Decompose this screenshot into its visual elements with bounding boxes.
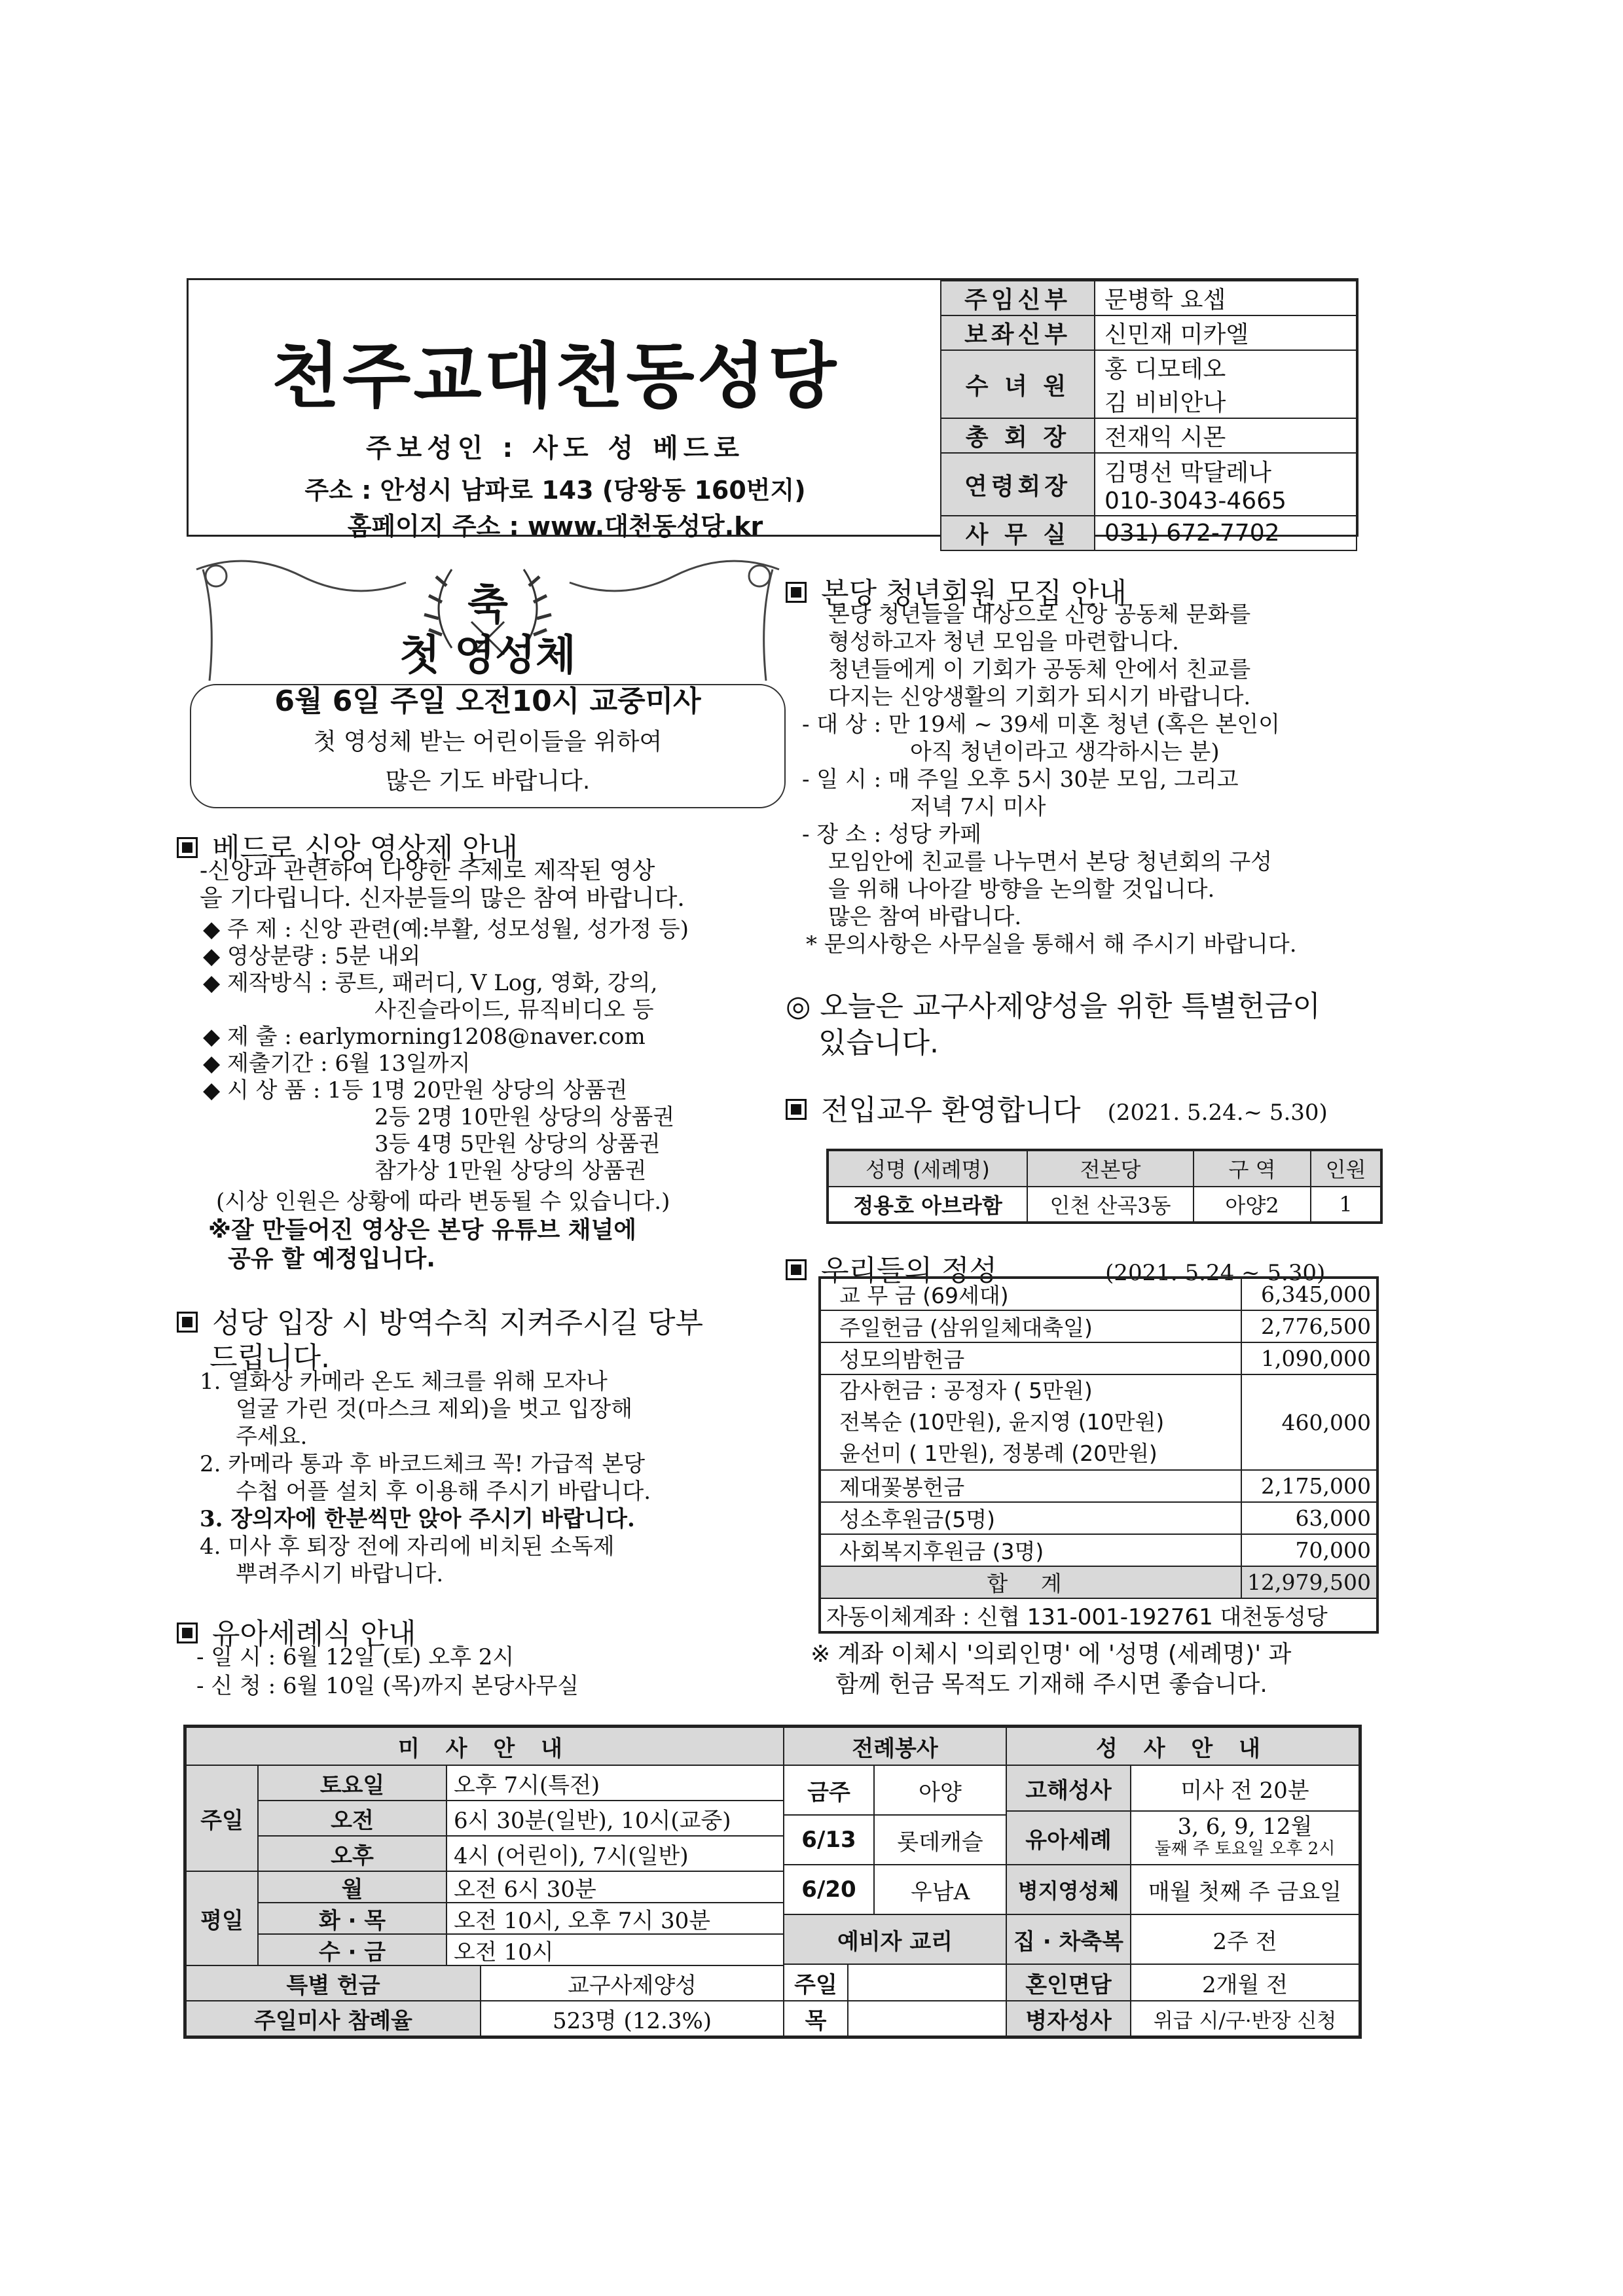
special-offering-value: 교구사제양성 — [480, 1965, 784, 2001]
attendance-label: 주일미사 참례율 — [185, 2000, 481, 2037]
heading-text: 전입교우 환영합니다 — [821, 1094, 1081, 1127]
patron-saint: 주보성인 : 사도 성 베드로 — [365, 433, 745, 463]
video-youtube-note — [208, 1216, 636, 1274]
heading-text: 우리들의 정성 — [821, 1254, 998, 1287]
staff-name: 신민재 미카엘 — [1095, 315, 1357, 350]
video-note: (시상 인원은 상황에 따라 변동될 수 있습니다.) — [216, 1189, 670, 1215]
offering-value: 63,000 — [1241, 1502, 1377, 1534]
sacrament-info: 위급 시/구·반장 신청 — [1130, 2000, 1360, 2037]
infant-baptism-details — [196, 1643, 579, 1700]
offerings-note — [811, 1640, 1291, 1700]
sacrament-type: 유아세례 — [1006, 1810, 1131, 1865]
detail-line: - 신 청 : 6월 10일 (목)까지 본당사무실 — [196, 1673, 579, 1699]
staff-role: 수 녀 원 — [941, 350, 1095, 418]
column-header: 인원 — [1311, 1150, 1381, 1187]
offering-value: 460,000 — [1241, 1374, 1377, 1470]
heading-text: 유아세례식 안내 — [212, 1617, 416, 1651]
catechism-time — [847, 1964, 1007, 2001]
video-contest-details — [203, 916, 689, 1185]
info-line: 3, 6, 9, 12월 — [1177, 1814, 1313, 1840]
table-row — [820, 1374, 1377, 1470]
offering-label: 교 무 금 (69세대) — [820, 1278, 1241, 1310]
sunday-label: 주일 — [185, 1765, 259, 1872]
youth-details — [802, 601, 1297, 958]
schedule-table — [183, 1725, 1362, 2039]
square-bullet-icon — [177, 1623, 198, 1643]
detail-line: 본당 청년들을 대상으로 신앙 공동체 문화를 — [828, 601, 1251, 628]
staff-role: 연령회장 — [941, 453, 1095, 516]
video-intro — [200, 857, 685, 912]
diamond-bullet-icon: ◆ — [203, 1050, 227, 1077]
table-row — [820, 1502, 1377, 1534]
staff-name — [1095, 350, 1357, 418]
staff-name-line: 김명선 막달레나 — [1104, 459, 1271, 486]
staff-role: 보좌신부 — [941, 315, 1095, 350]
mass-time: 오전 6시 30분 — [446, 1871, 784, 1903]
rule-line: 4. 미사 후 퇴장 전에 자리에 비치된 소독제 — [200, 1534, 615, 1560]
sacrament-info: 매월 첫째 주 금요일 — [1130, 1864, 1360, 1915]
detail-line: - 일 시 : 매 주일 오후 5시 30분 모임, 그리고 — [802, 766, 1239, 793]
rule-line: 주세요. — [236, 1424, 308, 1450]
sacrament-type: 병지영성체 — [1006, 1864, 1131, 1915]
detail-line: 저녁 7시 미사 — [910, 794, 1046, 820]
diamond-bullet-icon: ◆ — [203, 916, 227, 942]
detail-line: - 장 소 : 성당 카페 — [802, 821, 982, 848]
offering-value: 2,175,000 — [1241, 1470, 1377, 1502]
table-row — [820, 1278, 1377, 1310]
list-item: 2등 2명 10만원 상당의 상품권 — [374, 1104, 675, 1130]
special-collection-notice — [786, 988, 1321, 1062]
offerings-table — [818, 1276, 1379, 1634]
staff-role: 주임신부 — [941, 281, 1095, 315]
email-link[interactable]: 제 출 : earlymorning1208@naver.com — [227, 1024, 646, 1050]
celebration-symbol: 축 — [467, 581, 508, 630]
mass-day: 월 — [257, 1871, 447, 1903]
staff-name — [1095, 453, 1357, 516]
sacrament-info: 2개월 전 — [1130, 1964, 1360, 2001]
note-line: ※잘 만들어진 영상은 본당 유튜브 채널에 — [208, 1217, 637, 1244]
rule-line: 얼굴 가린 것(마스크 제외)을 벗고 입장해 — [236, 1396, 633, 1422]
offering-label: 주일헌금 (삼위일체대축일) — [820, 1310, 1241, 1342]
note-line: ※ 계좌 이체시 '의뢰인명' 에 '성명 (세례명)' 과 — [811, 1641, 1292, 1668]
mass-day: 수 · 금 — [257, 1933, 447, 1966]
table-cell: 인천 산곡3동 — [1027, 1187, 1194, 1223]
notice-line: ◎ 오늘은 교구사제양성을 위한 특별헌금이 — [786, 990, 1321, 1023]
mass-time: 오전 10시, 오후 7시 30분 — [446, 1902, 784, 1935]
offering-label: 성모의밤헌금 — [820, 1342, 1241, 1374]
diamond-bullet-icon: ◆ — [203, 1077, 227, 1103]
total-row — [820, 1566, 1377, 1598]
mass-day: 토요일 — [257, 1765, 447, 1801]
special-offering-label: 특별 헌금 — [185, 1965, 481, 2001]
server-title: 전례봉사 — [783, 1727, 1007, 1766]
table-row — [820, 1342, 1377, 1374]
transfer-period: (2021. 5.24.~ 5.30) — [1107, 1100, 1328, 1126]
staff-name: 전재익 시몬 — [1095, 418, 1357, 453]
staff-role: 사 무 실 — [941, 516, 1095, 550]
staff-table — [940, 280, 1357, 551]
info-line: 둘째 주 토요일 오후 2시 — [1154, 1839, 1336, 1859]
detail-line: 청년들에게 이 기회가 공동체 안에서 친교를 — [828, 656, 1251, 683]
sacrament-info: 미사 전 20분 — [1130, 1765, 1360, 1812]
communion-line: 첫 영성체 받는 어린이들을 위하여 — [313, 728, 663, 755]
offering-label: 제대꽃봉헌금 — [820, 1470, 1241, 1502]
catechism-time — [847, 2000, 1007, 2037]
column-header: 구 역 — [1194, 1150, 1311, 1187]
detail-line: * 문의사항은 사무실을 통해서 해 주시기 바랍니다. — [806, 931, 1297, 958]
heading-text: 베드로 신앙 영상제 안내 — [212, 832, 518, 865]
square-bullet-icon — [786, 1099, 807, 1120]
mass-day: 오후 — [257, 1835, 447, 1872]
table-row — [820, 1534, 1377, 1566]
server-week: 6/13 — [783, 1814, 875, 1865]
diamond-bullet-icon: ◆ — [203, 970, 227, 996]
staff-name: 문병학 요셉 — [1095, 281, 1357, 315]
staff-name: 031) 672-7702 — [1095, 516, 1357, 550]
sacrament-info — [1130, 1810, 1360, 1865]
list-item: 3등 4명 5만원 상당의 상품권 — [374, 1131, 661, 1157]
intro-line: -신앙과 관련하여 다양한 주제로 제작된 영상 — [200, 857, 655, 884]
rule-line: 1. 열화상 카메라 온도 체크를 위해 모자나 — [200, 1369, 608, 1395]
square-bullet-icon — [786, 1259, 807, 1280]
rule-line: 2. 카메라 통과 후 바코드체크 꼭! 가급적 본당 — [200, 1451, 646, 1477]
detail-line: 모임안에 친교를 나누면서 본당 청년회의 구성 — [828, 849, 1273, 875]
offering-value: 1,090,000 — [1241, 1342, 1377, 1374]
list-item: ◆ 시 상 품 : 1등 1명 20만원 상당의 상품권 — [203, 1077, 628, 1103]
diamond-bullet-icon: ◆ — [203, 943, 227, 969]
sacrament-title: 성 사 안 내 — [1006, 1727, 1360, 1766]
communion-line: 많은 기도 바랍니다. — [385, 768, 591, 795]
quarantine-rules — [200, 1368, 651, 1588]
detail-line: 을 위해 나아갈 방향을 논의할 것입니다. — [828, 876, 1215, 903]
mass-day: 오전 — [257, 1800, 447, 1837]
list-item: ◆ 주 제 : 신앙 관련(예:부활, 성모성월, 성가정 등) — [203, 916, 689, 942]
total-value: 12,979,500 — [1241, 1566, 1377, 1598]
server-week: 6/20 — [783, 1864, 875, 1915]
column-header: 성명 (세례명) — [828, 1150, 1027, 1187]
quarantine-heading-cont: 드립니다. — [210, 1341, 331, 1374]
sacrament-type: 혼인면담 — [1006, 1964, 1131, 2001]
detail-line: 아직 청년이라고 생각하시는 분) — [910, 739, 1220, 765]
mass-time: 오후 7시(특전) — [446, 1765, 784, 1801]
square-bullet-icon — [177, 837, 198, 858]
first-communion-notice — [190, 556, 786, 812]
detail-line: 많은 참여 바랍니다. — [828, 904, 1022, 930]
rule-line: 3. 장의자에 한분씩만 앉아 주시기 바랍니다. — [200, 1506, 635, 1532]
list-item: ◆ 영상분량 : 5분 내외 — [203, 943, 421, 969]
bulletin-header — [187, 278, 1359, 548]
server-week: 금주 — [783, 1765, 875, 1816]
account-info: 자동이체계좌 : 신협 131-001-192761 대천동성당 — [820, 1598, 1377, 1632]
offering-value: 6,345,000 — [1241, 1278, 1377, 1310]
square-bullet-icon — [786, 582, 807, 603]
transfer-heading — [786, 1086, 1328, 1128]
catechism-day: 주일 — [783, 1964, 848, 2001]
notice-line: 있습니다. — [818, 1026, 939, 1060]
offering-value: 70,000 — [1241, 1534, 1377, 1566]
rule-line: 수첩 어플 설치 후 이용해 주시기 바랍니다. — [236, 1479, 651, 1505]
transfer-table — [826, 1149, 1383, 1224]
parish-address: 주소 : 안성시 남파로 143 (당왕동 160번지) — [304, 476, 806, 505]
table-row — [820, 1470, 1377, 1502]
account-row — [820, 1598, 1377, 1632]
offering-label: 성소후원금(5명) — [820, 1502, 1241, 1534]
label-line: 전복순 (10만원), 윤지영 (10만원) — [839, 1409, 1165, 1435]
intro-line: 을 기다립니다. 신자분들의 많은 참여 바랍니다. — [200, 885, 685, 912]
table-cell: 1 — [1311, 1187, 1381, 1223]
note-line: 함께 헌금 목적도 기재해 주시면 좋습니다. — [835, 1671, 1267, 1698]
offerings-period: (2021. 5.24 ~ 5.30) — [1105, 1260, 1326, 1286]
list-item: 참가상 1만원 상당의 상품권 — [374, 1158, 647, 1184]
attendance-value: 523명 (12.3%) — [480, 2000, 784, 2037]
mass-day: 화 · 목 — [257, 1902, 447, 1935]
detail-line: 형성하고자 청년 모임을 마련합니다. — [828, 629, 1179, 655]
table-row — [820, 1310, 1377, 1342]
parish-title: 천주교대천동성당 — [271, 336, 839, 418]
list-item: 사진슬라이드, 뮤직비디오 등 — [374, 997, 654, 1023]
rule-line: 뿌려주시기 바랍니다. — [236, 1561, 444, 1587]
sacrament-type: 고해성사 — [1006, 1765, 1131, 1812]
total-label: 합 계 — [820, 1566, 1241, 1598]
table-cell: 정용호 아브라함 — [828, 1187, 1027, 1223]
list-item: ◆ 제작방식 : 콩트, 패러디, V Log, 영화, 강의, — [203, 970, 658, 996]
staff-name-line: 김 비비안나 — [1104, 389, 1226, 416]
note-line: 공유 할 예정입니다. — [228, 1246, 435, 1272]
server-district: 롯데캐슬 — [873, 1814, 1007, 1865]
list-item: ◆ 제출기간 : 6월 13일까지 — [203, 1050, 471, 1077]
heading-text: 본당 청년회원 모집 안내 — [821, 577, 1127, 610]
square-bullet-icon — [177, 1312, 198, 1333]
mass-time: 오전 10시 — [446, 1933, 784, 1966]
detail-line: - 대 상 : 만 19세 ~ 39세 미혼 청년 (혹은 본인이 — [802, 711, 1280, 738]
staff-role: 총 회 장 — [941, 418, 1095, 453]
server-district: 우남A — [873, 1864, 1007, 1915]
catechism-day: 목 — [783, 2000, 848, 2037]
staff-phone: 010-3043-4665 — [1104, 488, 1286, 514]
communion-date: 6월 6일 주일 오전10시 교중미사 — [274, 685, 701, 718]
catechism-title: 예비자 교리 — [783, 1914, 1007, 1965]
mass-time: 4시 (어린이), 7시(일반) — [446, 1835, 784, 1872]
weekday-label: 평일 — [185, 1871, 259, 1966]
table-cell: 아양2 — [1194, 1187, 1311, 1223]
detail-line: 다지는 신앙생활의 기회가 되시기 바랍니다. — [828, 684, 1251, 710]
mass-time: 6시 30분(일반), 10시(교중) — [446, 1800, 784, 1837]
offering-value: 2,776,500 — [1241, 1310, 1377, 1342]
label-line: 감사헌금 : 공정자 ( 5만원) — [839, 1378, 1093, 1403]
homepage-address[interactable]: 홈페이지 주소 : www.대천동성당.kr — [347, 512, 763, 541]
label-line: 윤선미 ( 1만원), 정봉례 (20만원) — [839, 1441, 1158, 1466]
offering-label — [820, 1374, 1241, 1470]
table-row — [828, 1187, 1381, 1223]
communion-title: 첫 영성체 — [399, 632, 576, 680]
column-header: 전본당 — [1027, 1150, 1194, 1187]
server-district: 아양 — [873, 1765, 1007, 1816]
sacrament-type: 병자성사 — [1006, 2000, 1131, 2037]
sacrament-type: 집 · 차축복 — [1006, 1914, 1131, 1965]
sacrament-info: 2주 전 — [1130, 1914, 1360, 1965]
staff-name-line: 홍 디모테오 — [1104, 356, 1226, 383]
heading-text: 성당 입장 시 방역수칙 지켜주시길 당부 — [212, 1306, 703, 1340]
offering-label: 사회복지후원금 (3명) — [820, 1534, 1241, 1566]
mass-title: 미 사 안 내 — [185, 1727, 784, 1766]
list-item — [203, 1024, 689, 1050]
detail-line: - 일 시 : 6월 12일 (토) 오후 2시 — [196, 1644, 515, 1670]
diamond-bullet-icon: ◆ — [203, 1024, 227, 1050]
